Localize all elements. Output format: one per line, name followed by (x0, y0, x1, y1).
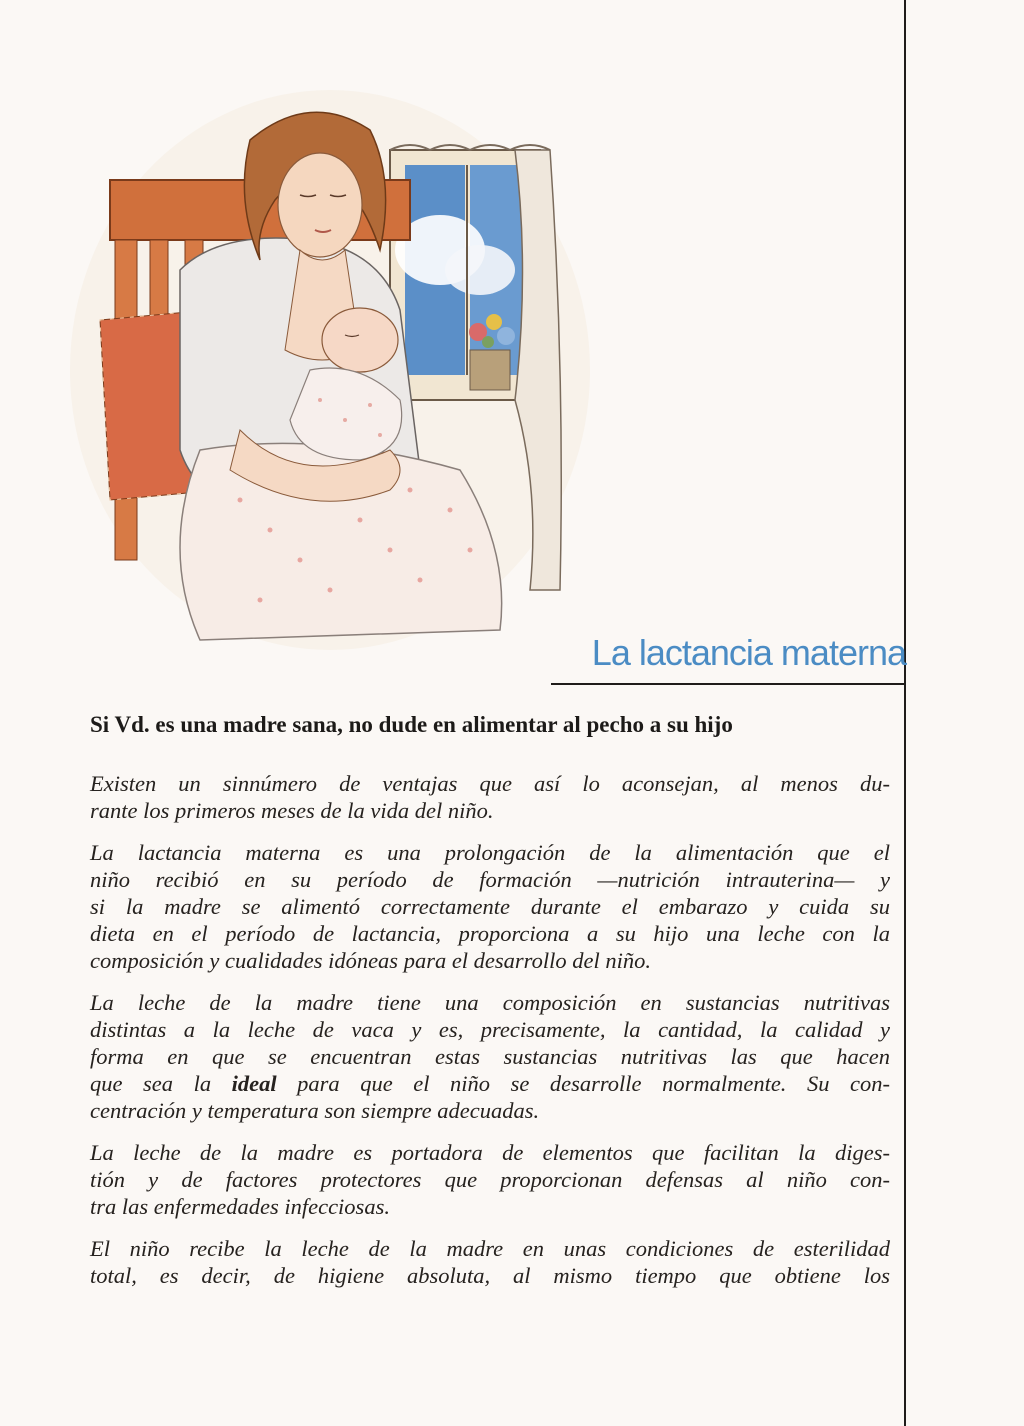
text-line: dieta en el período de lactancia, proporciona a su hijo una leche con la (90, 921, 890, 946)
body-text (90, 770, 890, 1304)
text-line: tión y de factores protectores que proporcionan defensas al niño con- (90, 1167, 890, 1192)
text-line: centración y temperatura son siempre adecuadas. (90, 1098, 540, 1123)
text-line: tra las enfermedades infecciosas. (90, 1194, 390, 1219)
paragraph-4 (90, 1139, 890, 1220)
text-line: rante los primeros meses de la vida del niño. (90, 798, 494, 823)
text-line (90, 1070, 890, 1097)
paragraph-5 (90, 1235, 890, 1289)
text-line: Existen un sinnúmero de ventajas que así lo aconsejan, al menos du- (90, 771, 890, 796)
text-line: forma en que se encuentran estas sustancias nutritivas las que hacen (90, 1044, 890, 1069)
text-fragment: para que el niño se desarrolle normalmente. Su con- (276, 1071, 891, 1096)
page-title: La lactancia materna (591, 632, 906, 673)
mother-breastfeeding-illustration (60, 70, 600, 660)
text-line: La lactancia materna es una prolongación de la alimentación que el (90, 840, 890, 865)
paragraph-1 (90, 770, 890, 824)
text-line: total, es decir, de higiene absoluta, al mismo tiempo que obtiene los (90, 1263, 890, 1288)
text-line: si la madre se alimentó correctamente durante el embarazo y cuida su (90, 894, 890, 919)
headline: Si Vd. es una madre sana, no dude en alimentar al pecho a su hijo (90, 712, 733, 737)
text-line: distintas a la leche de vaca y es, precisamente, la cantidad, la calidad y (90, 1017, 890, 1042)
title-underline (551, 683, 906, 685)
paragraph-2 (90, 839, 890, 974)
bold-keyword: ideal (231, 1071, 277, 1096)
text-line: niño recibió en su período de formación —nutrición intrauterina— y (90, 867, 890, 892)
text-line: La leche de la madre es portadora de elementos que facilitan la diges- (90, 1140, 890, 1165)
page-vertical-rule (904, 0, 906, 1426)
text-fragment: que sea la (90, 1071, 232, 1096)
text-line: La leche de la madre tiene una composición en sustancias nutritivas (90, 990, 890, 1015)
paragraph-3 (90, 989, 890, 1124)
text-line: composición y cualidades idóneas para el desarrollo del niño. (90, 948, 651, 973)
text-line: El niño recibe la leche de la madre en unas condiciones de esterilidad (90, 1236, 890, 1261)
